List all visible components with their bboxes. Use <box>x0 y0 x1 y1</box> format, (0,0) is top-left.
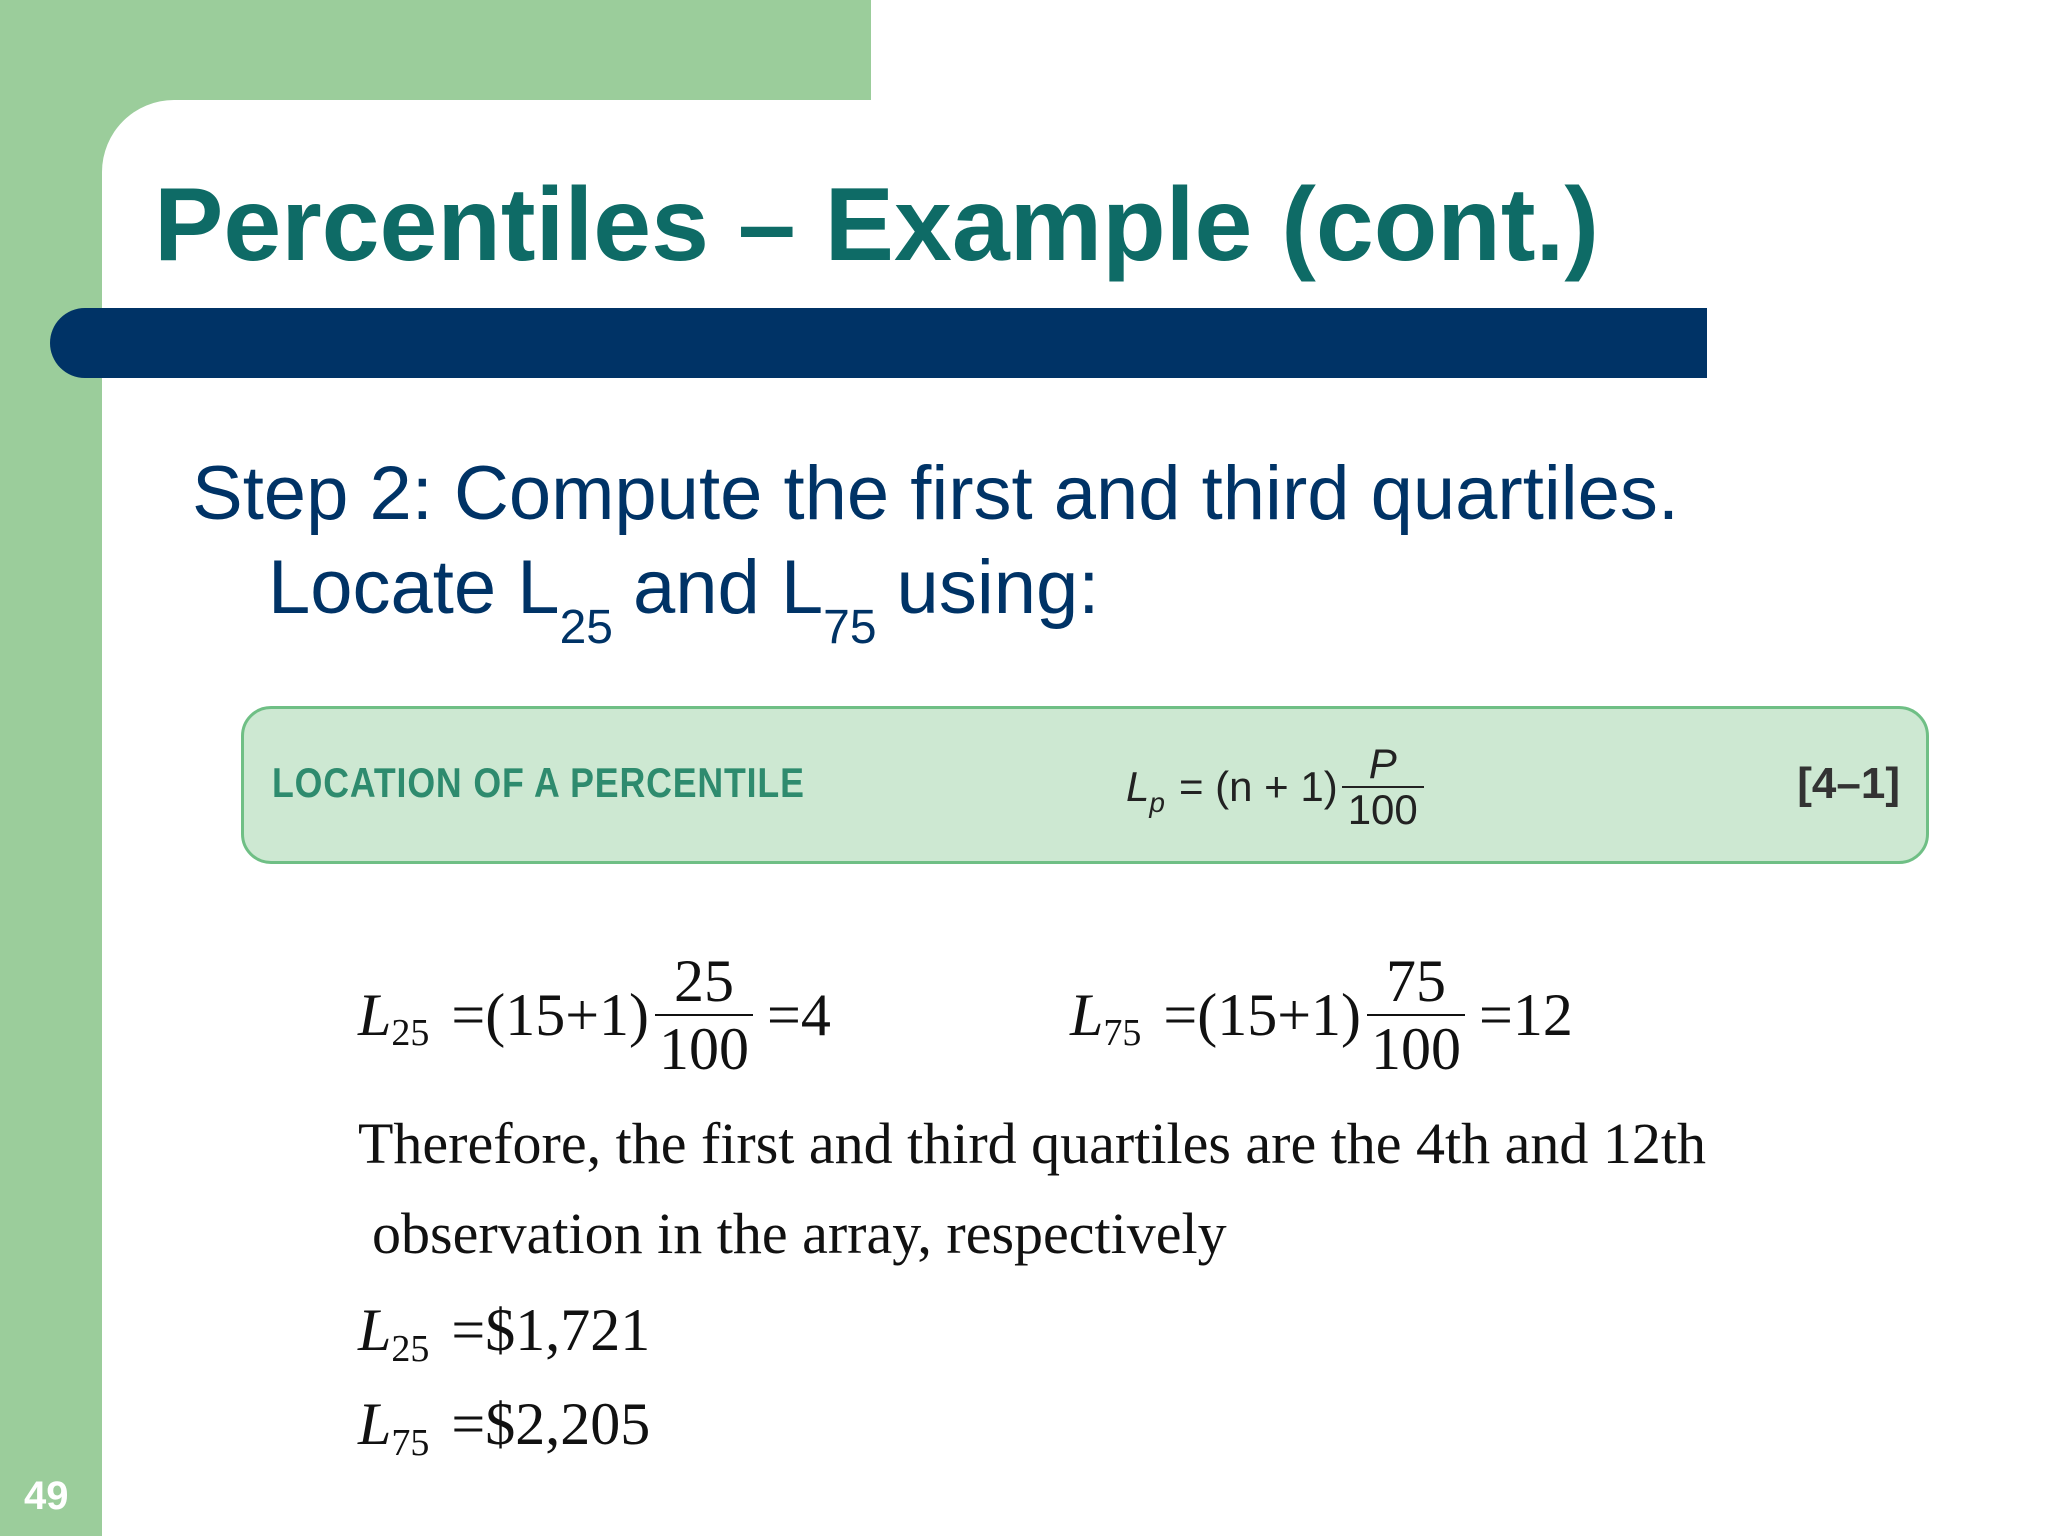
q3-fraction <box>1367 948 1465 1082</box>
q1-sub: 25 <box>391 1012 430 1054</box>
formula-fraction <box>1342 739 1424 833</box>
locate-mid: and L <box>632 545 824 630</box>
formula-rhs: = (n + 1) <box>1178 763 1338 810</box>
l25-sub: 25 <box>391 1327 430 1370</box>
formula-box <box>241 706 1929 864</box>
locate-line <box>268 542 1100 654</box>
q1-result: =4 <box>767 981 831 1048</box>
q3-denominator: 100 <box>1367 1014 1465 1082</box>
l75-result <box>358 1390 651 1464</box>
locate-prefix: Locate L <box>268 545 560 630</box>
q3-var: L <box>1070 981 1104 1048</box>
q3-numerator: 75 <box>1386 948 1447 1014</box>
l75-var: L <box>358 1391 392 1457</box>
slide-number: 49 <box>24 1474 69 1518</box>
formula-lhs-var: L <box>1126 763 1150 810</box>
q3-calculation <box>1070 948 1573 1082</box>
locate-sub-25: 25 <box>559 601 613 654</box>
content-panel-top <box>871 0 2048 100</box>
conclusion-line-1: Therefore, the first and third quartiles are the 4th and 12th <box>358 1111 1707 1176</box>
slide-title: Percentiles – Example (cont.) <box>154 167 1599 283</box>
q3-result: =12 <box>1479 981 1573 1048</box>
l25-value: =$1,721 <box>451 1297 651 1363</box>
formula-reference: [4–1] <box>1797 759 1900 808</box>
conclusion-line-2: observation in the array, respectively <box>372 1201 1227 1266</box>
formula-lhs-sub: p <box>1149 787 1165 818</box>
formula-numerator: P <box>1368 739 1397 787</box>
q3-sub: 75 <box>1103 1012 1142 1054</box>
formula-label: LOCATION OF A PERCENTILE <box>272 759 805 806</box>
q1-calculation <box>358 948 831 1082</box>
step-heading: Step 2: Compute the first and third quartiles. <box>192 451 1680 536</box>
q1-rhs: =(15+1) <box>451 981 650 1048</box>
q1-var: L <box>358 981 392 1048</box>
l25-result <box>358 1296 651 1370</box>
locate-sub-75: 75 <box>823 601 877 654</box>
percentile-formula <box>1126 727 1424 847</box>
q1-numerator: 25 <box>674 948 735 1014</box>
title-underline-bar <box>50 308 1707 378</box>
q1-fraction <box>655 948 753 1082</box>
locate-suffix: using: <box>896 545 1100 630</box>
l75-sub: 75 <box>391 1421 430 1464</box>
l25-var: L <box>358 1297 392 1363</box>
l75-value: =$2,205 <box>451 1391 651 1457</box>
formula-denominator: 100 <box>1342 786 1424 832</box>
q3-rhs: =(15+1) <box>1163 981 1362 1048</box>
q1-denominator: 100 <box>655 1014 753 1082</box>
